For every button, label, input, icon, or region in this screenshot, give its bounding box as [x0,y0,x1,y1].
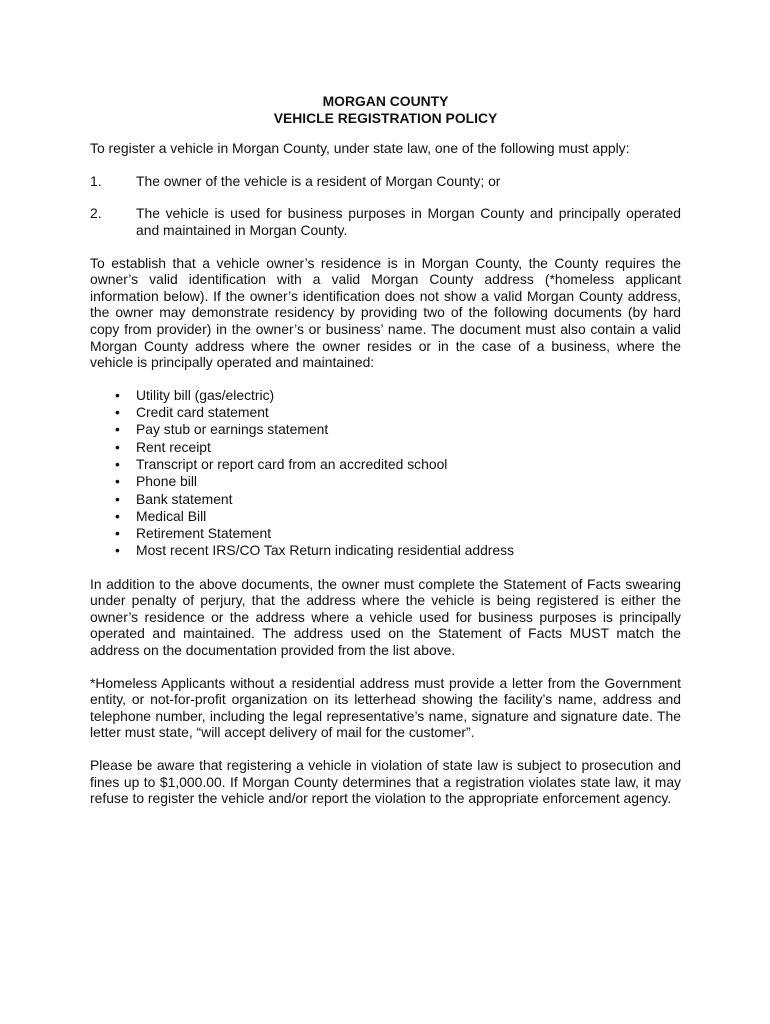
bullet-icon: • [115,490,120,507]
bullet-icon: • [115,542,120,559]
list-item-text: Medical Bill [136,507,207,524]
list-item [90,525,681,542]
bullet-icon: • [115,525,120,542]
list-item [90,387,681,404]
list-item-text: Most recent IRS/CO Tax Return indicating residential address [136,542,515,559]
statement-of-facts-paragraph: In addition to the above documents, the owner must complete the Statement of Facts swearing under penalty of perjury, that the address where the vehicle is being registered is either the owner’s residence or the address where a vehicle used for business purposes is principally operated and maintained. The address used on the Statement of Facts MUST match the address on the documentation provided from the list above. [90,575,681,659]
list-item-text: Rent receipt [136,438,211,455]
list-item [90,491,681,508]
list-item [90,473,681,490]
list-item [90,404,681,421]
homeless-applicants-paragraph: *Homeless Applicants without a residential address must provide a letter from the Government entity, or not-for-profit organization on its letterhead showing the facility’s name, address and telephone number, including the legal representative’s name, signature and signature date. The letter must state, “will accept delivery of mail for the customer”. [90,674,681,741]
list-item-text: Pay stub or earnings statement [136,421,329,438]
numbered-item-1 [90,173,681,190]
list-item-text: Retirement Statement [136,525,272,542]
bullet-icon: • [115,438,120,455]
bullet-icon: • [115,507,120,524]
list-item-text: Credit card statement [136,404,269,421]
document-title-policy: VEHICLE REGISTRATION POLICY [273,109,498,126]
list-item [90,542,681,559]
list-item [90,456,681,473]
bullet-icon: • [115,421,120,438]
list-item-text: Phone bill [136,473,198,490]
item-text: The vehicle is used for business purposes in Morgan County and principally operated and maintained in Morgan County. [136,205,681,238]
document-title-county: MORGAN COUNTY [322,93,449,109]
bullet-icon: • [115,404,120,421]
list-item [90,439,681,456]
item-text: The owner of the vehicle is a resident of Morgan County; or [136,172,501,189]
bullet-icon: • [115,455,120,472]
policy-document [90,93,681,807]
documents-list [90,387,681,560]
item-number: 2. [90,205,102,222]
bullet-icon: • [115,386,120,403]
list-item-text: Transcript or report card from an accredited school [136,455,448,472]
warning-paragraph: Please be aware that registering a vehicle in violation of state law is subject to prosecution and fines up to $1,000.00. If Morgan County determines that a registration violates state law, it may refuse to register the vehicle and/or report the violation to the appropriate enforcement agency. [90,757,681,807]
list-item [90,421,681,438]
bullet-icon: • [115,473,120,490]
numbered-item-2 [90,205,681,238]
residence-paragraph: To establish that a vehicle owner’s residence is in Morgan County, the County requires the owner’s valid identification with a valid Morgan County address (*homeless applicant information below). If the owner’s identification does not show a valid Morgan County address, the owner may demonstrate residency by providing two of the following documents (by hard copy from provider) in the owner’s or business’ name. The document must also contain a valid Morgan County address where the owner resides or in the case of a business, where the vehicle is principally operated and maintained: [90,254,681,371]
list-item-text: Utility bill (gas/electric) [136,386,275,403]
list-item-text: Bank statement [136,490,233,507]
list-item [90,508,681,525]
item-number: 1. [90,172,102,189]
intro-paragraph: To register a vehicle in Morgan County, under state law, one of the following must apply: [90,140,630,157]
